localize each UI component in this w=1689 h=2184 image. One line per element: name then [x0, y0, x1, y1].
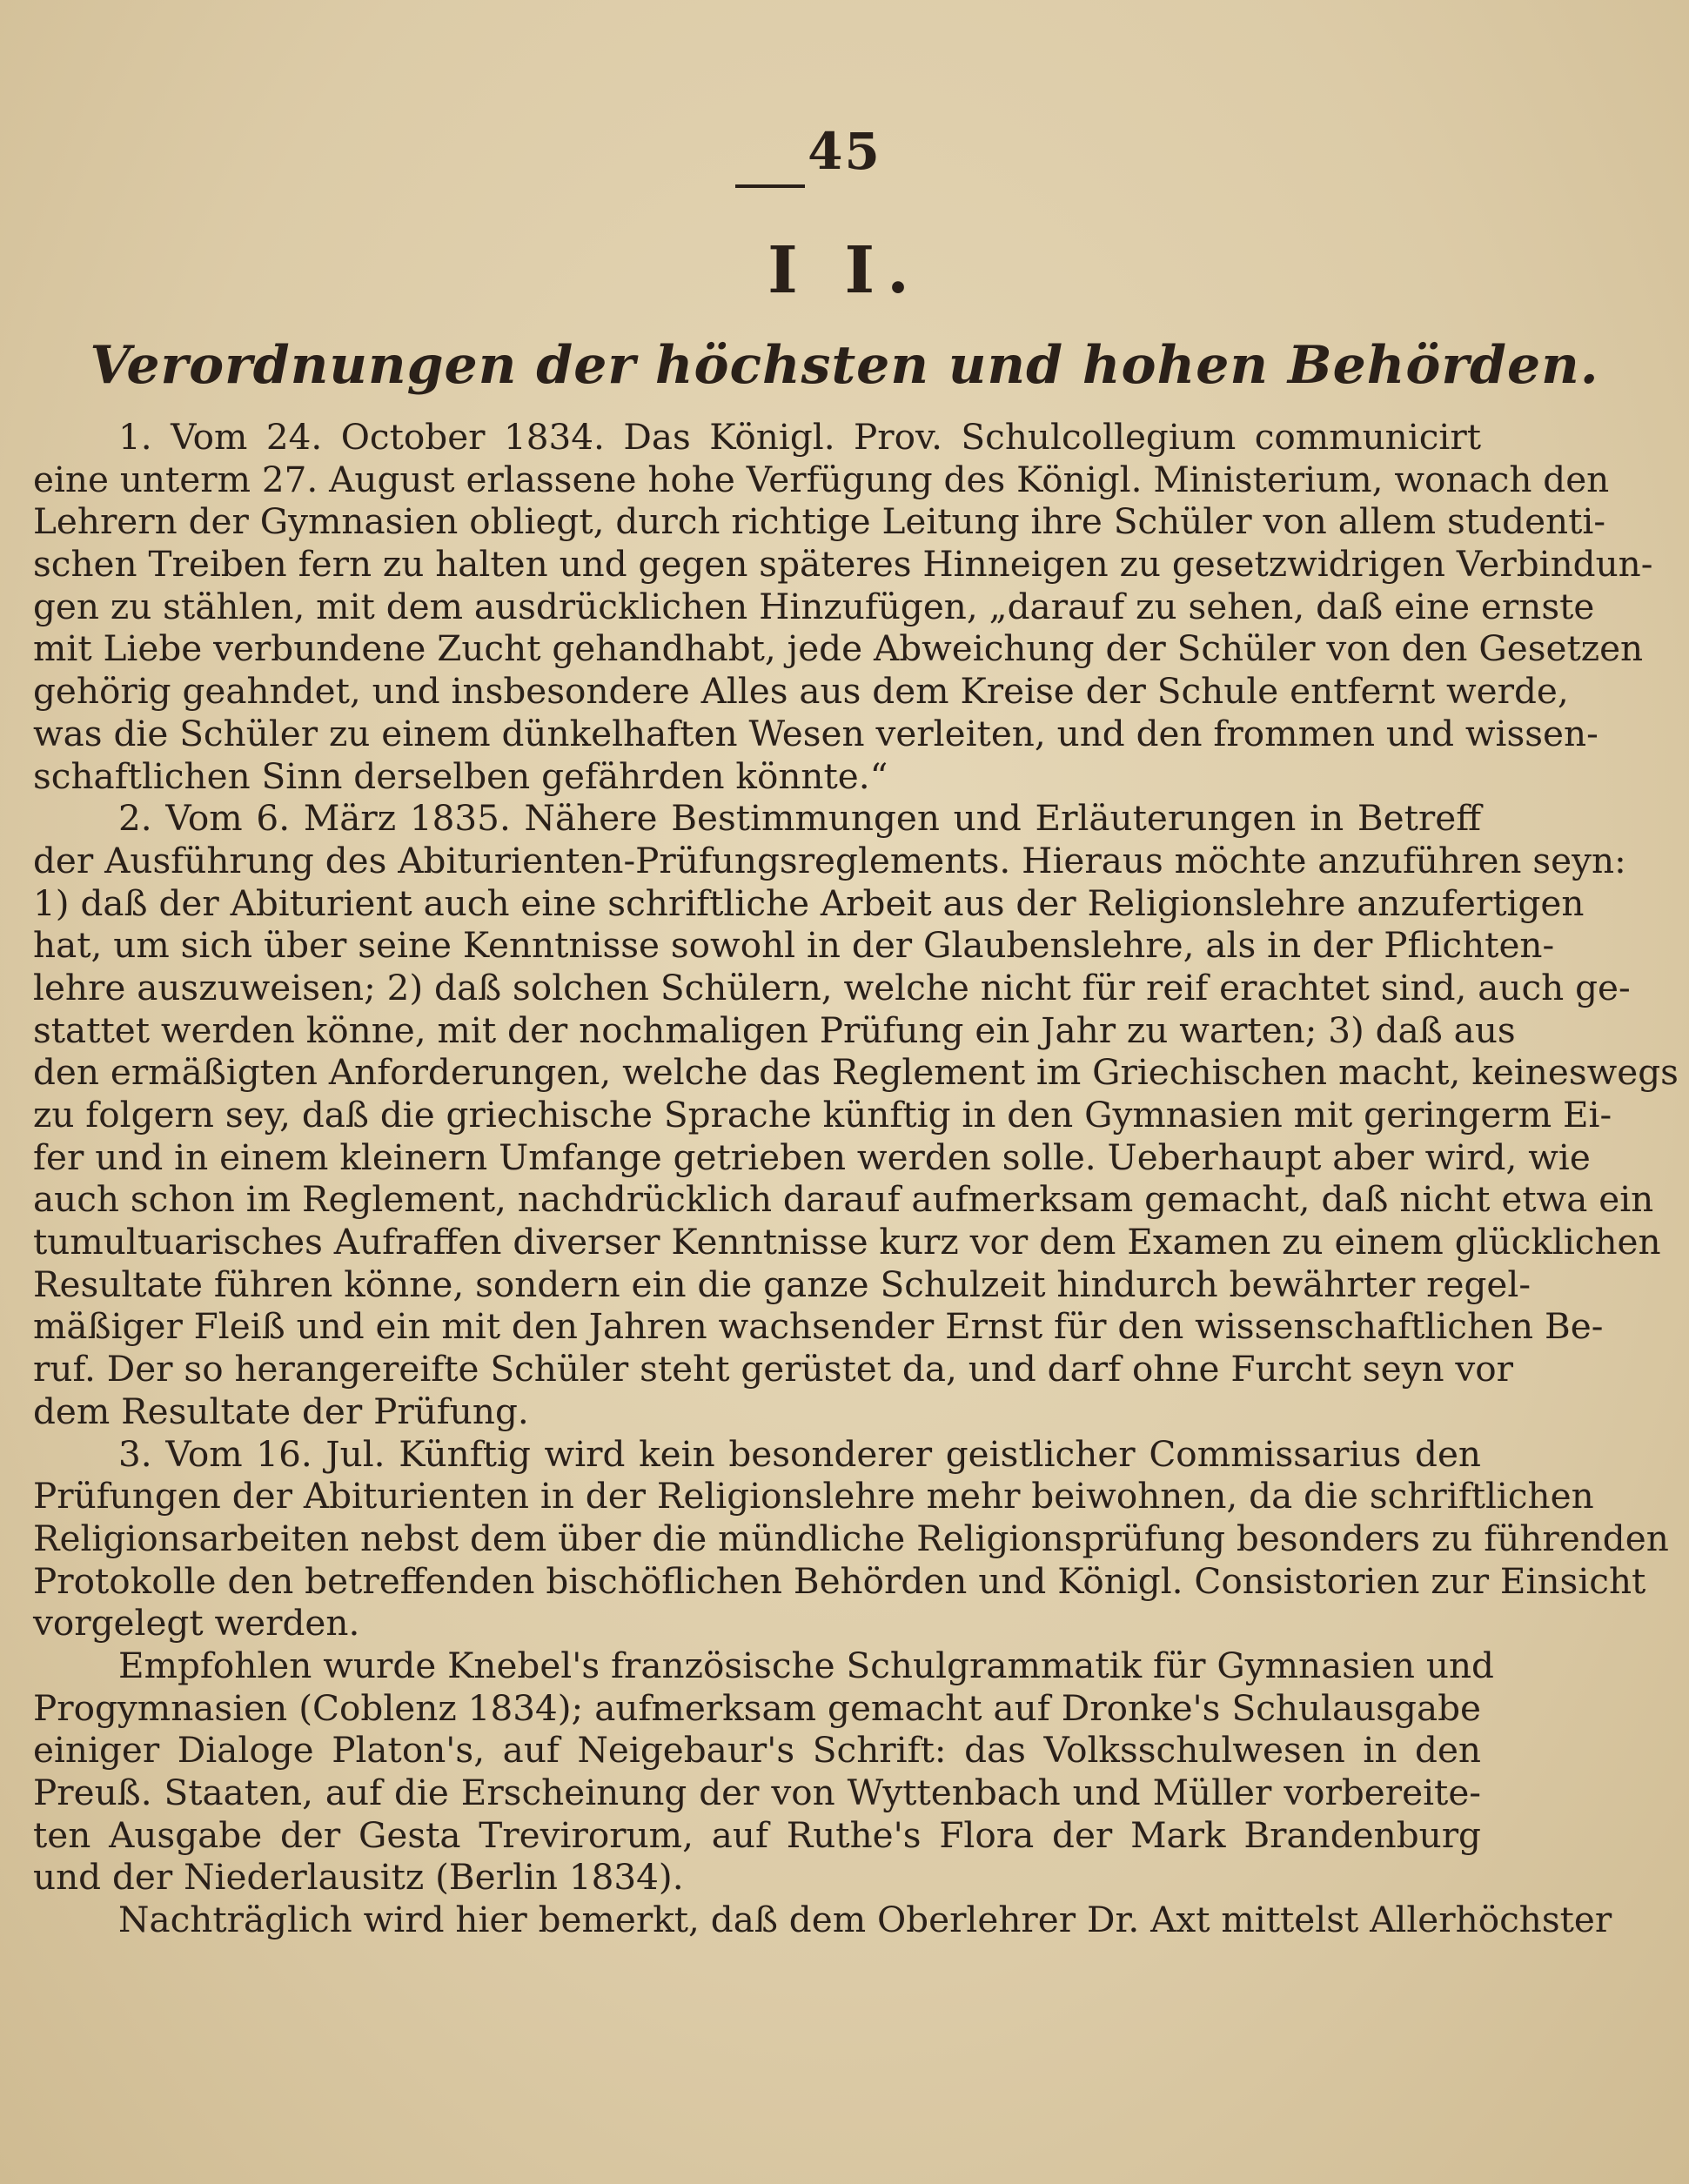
text-line: ruf. Der so herangereifte Schüler steht gerüstet da, und darf ohne Furcht seyn vor [33, 1348, 1514, 1390]
text-line: schaftlichen Sinn derselben gefährden könnte.“ [33, 754, 888, 797]
text-line: auch schon im Reglement, nachdrücklich darauf aufmerksam gemacht, daß nicht etwa ein [33, 1178, 1654, 1221]
text-line: mit Liebe verbundene Zucht gehandhabt, jede Abweichung der Schüler von den Gesetzen [33, 627, 1644, 670]
text-line: stattet werden könne, mit der nochmaligen Prüfung ein Jahr zu warten; 3) daß aus [33, 1008, 1516, 1051]
text-line: Religionsarbeiten nebst dem über die mündliche Religionsprüfung besonders zu führenden [33, 1517, 1669, 1559]
text-line: ten Ausgabe der Gesta Trevirorum, auf Ruthe's Flora der Mark Brandenburg [33, 1813, 1481, 1856]
text-line: Lehrern der Gymnasien obliegt, durch richtige Leitung ihre Schüler von allem studenti- [33, 500, 1606, 543]
section-title: Verordnungen der höchsten und hohen Behörden. [90, 335, 1599, 396]
text-line: eine unterm 27. August erlassene hohe Verfügung des Königl. Ministerium, wonach den [33, 458, 1610, 500]
text-line: 3. Vom 16. Jul. Künftig wird kein besonderer geistlicher Commissarius den [118, 1432, 1481, 1475]
text-line: Prüfungen der Abiturienten in der Religionslehre mehr beiwohnen, da die schriftlichen [33, 1475, 1594, 1517]
text-line: vorgelegt werden. [33, 1602, 360, 1645]
text-line: lehre auszuweisen; 2) daß solchen Schülern, welche nicht für reif erachtet sind, auch ge- [33, 966, 1631, 1008]
body-text [33, 416, 1679, 1941]
text-line: 1. Vom 24. October 1834. Das Königl. Prov. Schulcollegium communicirt [118, 416, 1481, 458]
text-line: und der Niederlausitz (Berlin 1834). [33, 1856, 684, 1899]
text-line: Preuß. Staaten, auf die Erscheinung der von Wyttenbach und Müller vorbereite- [33, 1772, 1481, 1813]
text-line: Empfohlen wurde Knebel's französische Schulgrammatik für Gymnasien und [118, 1644, 1494, 1686]
text-line: der Ausführung des Abiturienten-Prüfungsreglements. Hieraus möchte anzuführen seyn: [33, 839, 1626, 881]
text-line: Protokolle den betreffenden bischöflichen Behörden und Königl. Consistorien zur Einsicht [33, 1559, 1646, 1602]
page-number: 45 [808, 122, 881, 181]
section-numeral: I I. [767, 233, 922, 308]
text-line: hat, um sich über seine Kenntnisse sowohl in der Glaubenslehre, als in der Pflichten- [33, 924, 1555, 967]
text-line: gen zu stählen, mit dem ausdrücklichen Hinzufügen, „darauf zu sehen, daß eine ernste [33, 585, 1595, 627]
text-line: tumultuarisches Aufraffen diverser Kenntnisse kurz vor dem Examen zu einem glücklichen [33, 1221, 1661, 1263]
text-line: zu folgern sey, daß die griechische Sprache künftig in den Gymnasien mit geringerm Ei- [33, 1094, 1612, 1136]
text-line: Resultate führen könne, sondern ein die ganze Schulzeit hindurch bewährter regel- [33, 1263, 1531, 1305]
text-line: dem Resultate der Prüfung. [33, 1390, 529, 1432]
text-line: schen Treiben fern zu halten und gegen späteres Hinneigen zu gesetzwidrigen Verbindun- [33, 543, 1653, 586]
page-number-rule [735, 184, 805, 188]
text-line: 1) daß der Abiturient auch eine schriftliche Arbeit aus der Religionslehre anzufertigen [33, 881, 1585, 924]
text-line: Nachträglich wird hier bemerkt, daß dem Oberlehrer Dr. Axt mittelst Allerhöchster [118, 1899, 1612, 1941]
text-line: gehörig geahndet, und insbesondere Alles aus dem Kreise der Schule entfernt werde, [33, 670, 1569, 713]
text-line: mäßiger Fleiß und ein mit den Jahren wachsender Ernst für den wissenschaftlichen Be- [33, 1305, 1604, 1348]
text-line: Progymnasien (Coblenz 1834); aufmerksam gemacht auf Dronke's Schulausgabe [33, 1686, 1481, 1729]
text-line: den ermäßigten Anforderungen, welche das Reglement im Griechischen macht, keineswegs [33, 1051, 1679, 1094]
text-line: 2. Vom 6. März 1835. Nähere Bestimmungen und Erläuterungen in Betreff [118, 797, 1481, 840]
text-line: fer und in einem kleinern Umfange getrieben werden solle. Ueberhaupt aber wird, wie [33, 1136, 1591, 1178]
text-line: was die Schüler zu einem dünkelhaften Wesen verleiten, und den frommen und wissen- [33, 712, 1599, 754]
text-line: einiger Dialoge Platon's, auf Neigebaur's Schrift: das Volksschulwesen in den [33, 1729, 1481, 1772]
